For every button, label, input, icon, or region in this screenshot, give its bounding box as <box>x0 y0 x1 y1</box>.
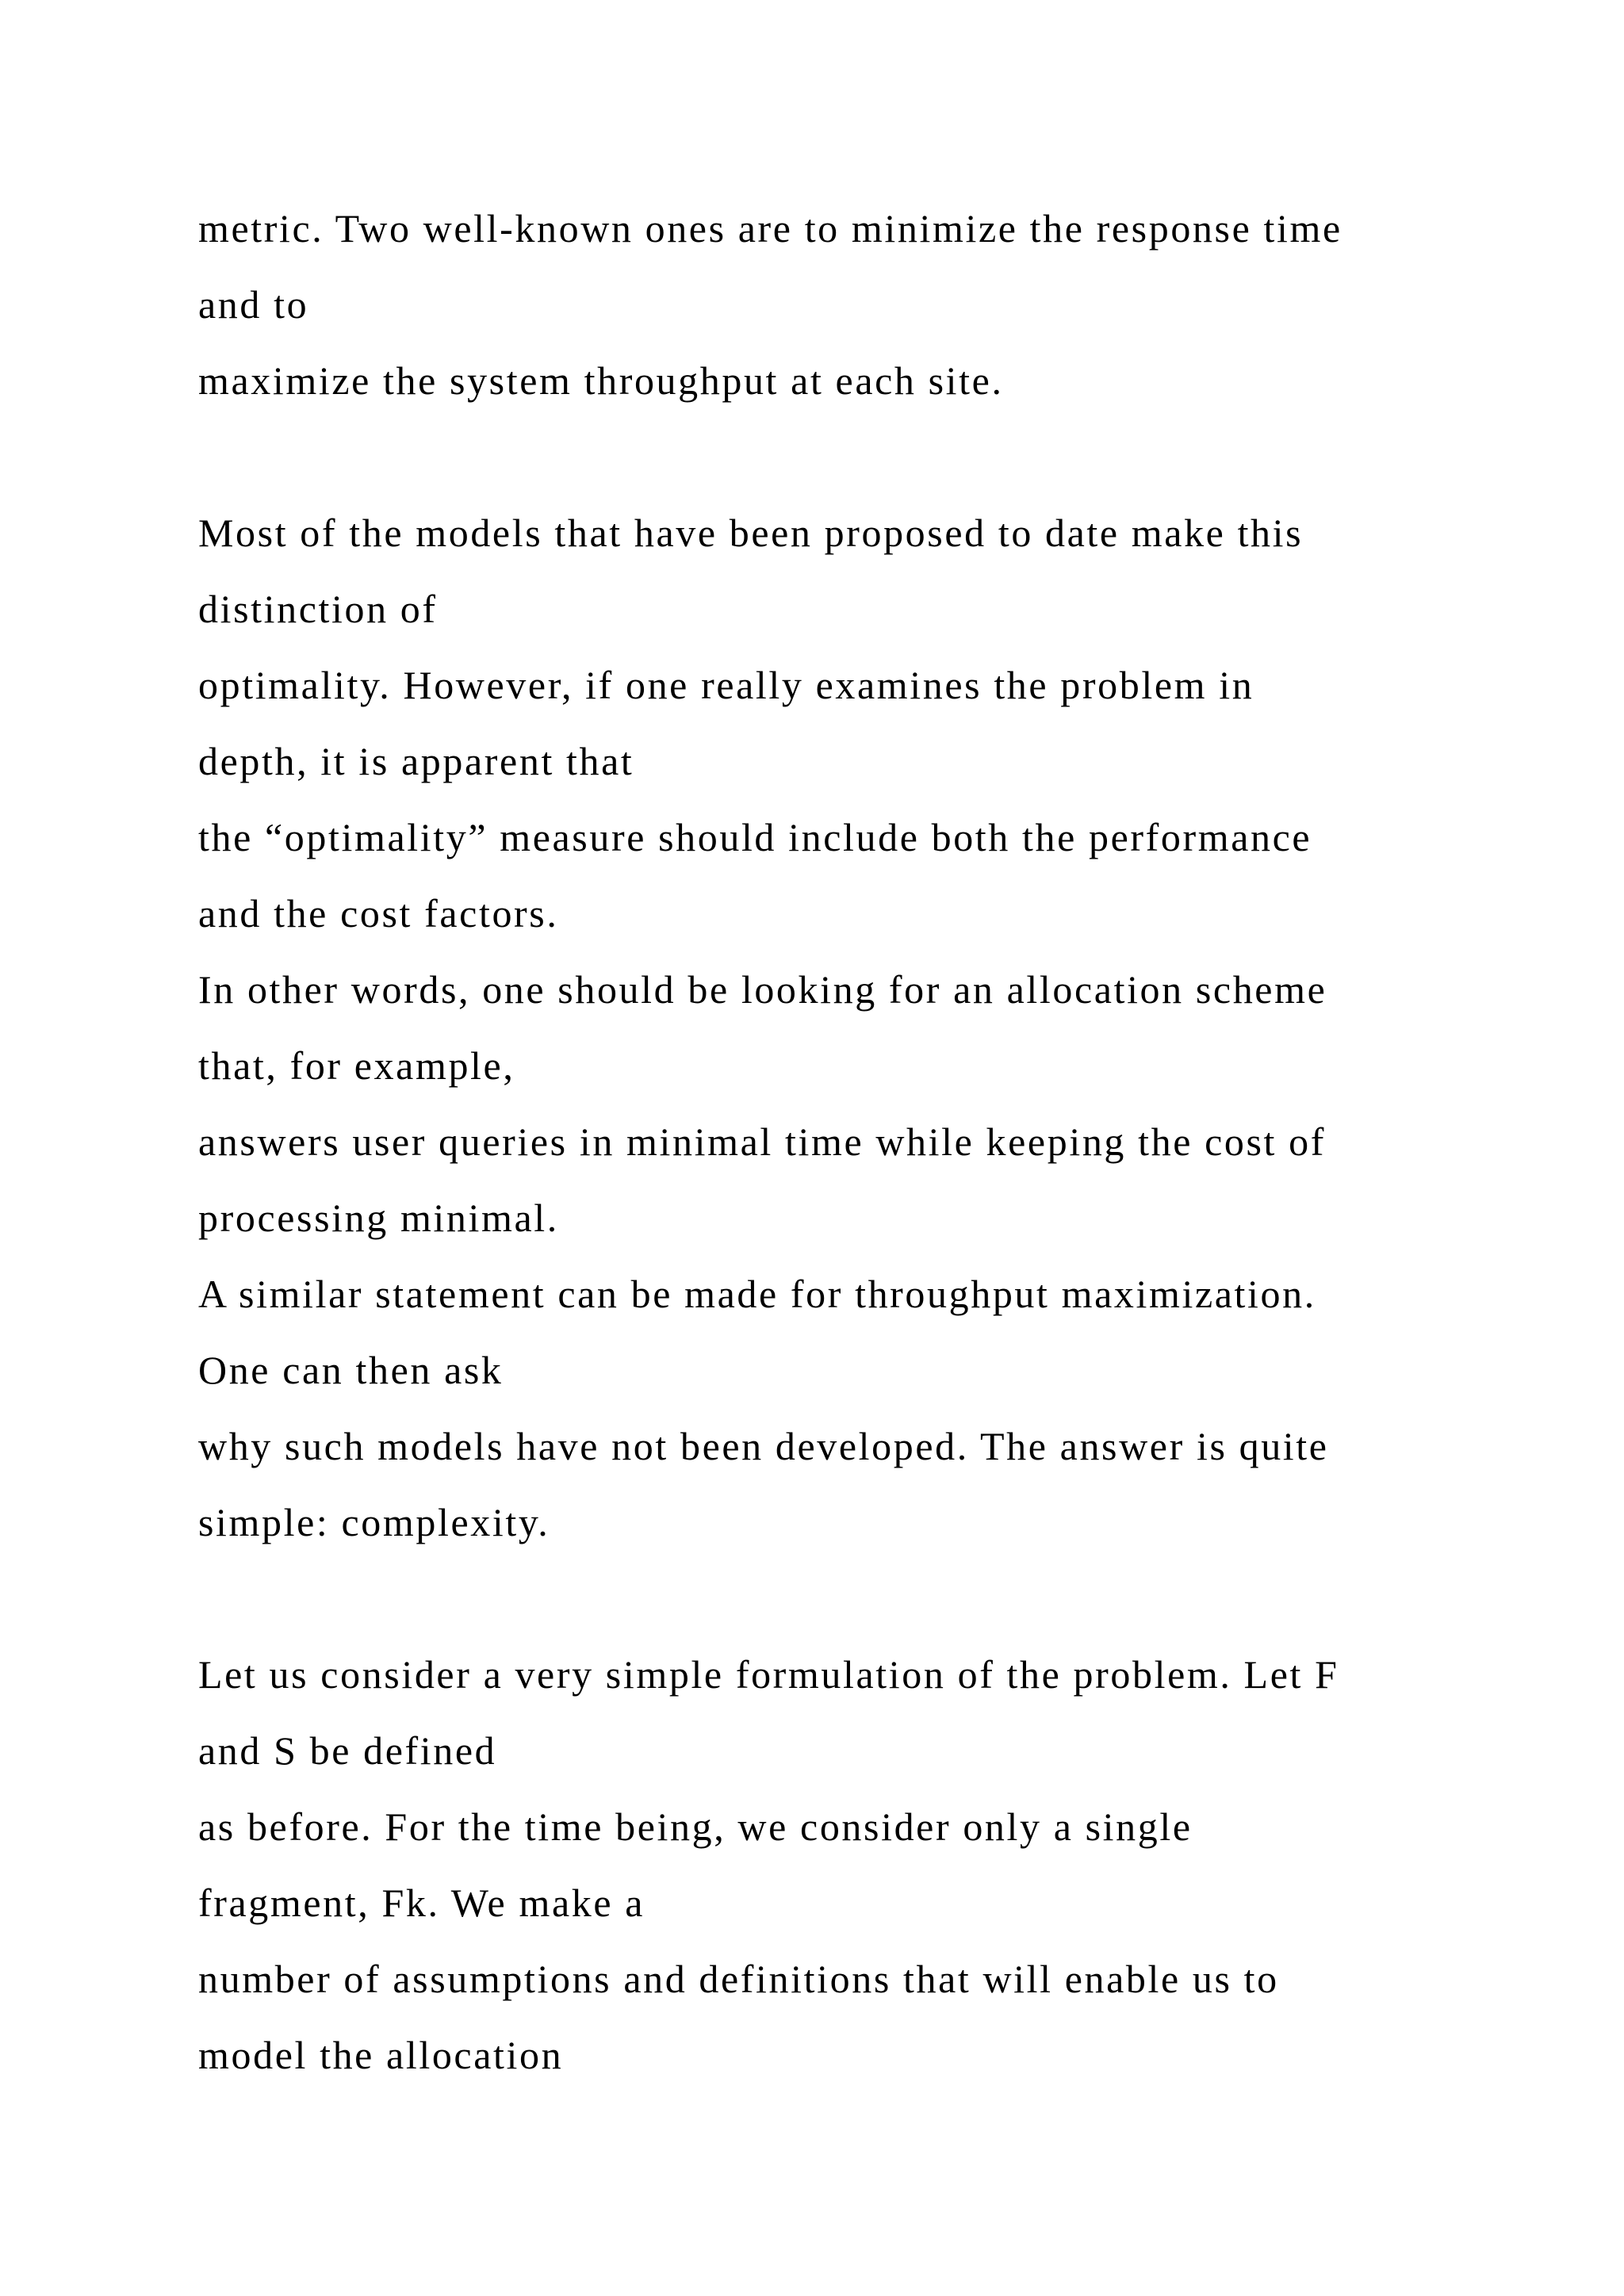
text-line: depth, it is apparent that <box>198 739 634 783</box>
text-line: the “optimality” measure should include both the performance <box>198 815 1312 859</box>
text-line: answers user queries in minimal time while keeping the cost of <box>198 1119 1326 1164</box>
text-line: and to <box>198 282 309 327</box>
text-line: number of assumptions and definitions that will enable us to <box>198 1957 1279 2001</box>
text-line: as before. For the time being, we consider only a single <box>198 1804 1193 1849</box>
text-line: Let us consider a very simple formulation of the problem. Let F <box>198 1652 1339 1697</box>
text-line: fragment, Fk. We make a <box>198 1881 645 1925</box>
text-line: A similar statement can be made for throughput maximization. <box>198 1272 1316 1316</box>
text-line: and the cost factors. <box>198 891 559 936</box>
text-line: metric. Two well-known ones are to minimize the response time <box>198 206 1342 251</box>
text-line: simple: complexity. <box>198 1500 550 1544</box>
text-line: distinction of <box>198 587 438 631</box>
text-line: that, for example, <box>198 1043 515 1088</box>
paragraph-break <box>198 1560 1546 1636</box>
text-line: processing minimal. <box>198 1196 559 1240</box>
text-line: In other words, one should be looking for an allocation scheme <box>198 967 1327 1012</box>
text-line: Most of the models that have been proposed to date make this <box>198 511 1304 555</box>
text-line: and S be defined <box>198 1728 497 1773</box>
text-line: optimality. However, if one really examines the problem in <box>198 663 1254 707</box>
paragraph-break <box>198 419 1546 495</box>
text-line: model the allocation <box>198 2033 564 2077</box>
text-line: One can then ask <box>198 1348 504 1392</box>
text-line: why such models have not been developed. The answer is quite <box>198 1424 1329 1468</box>
body-text <box>198 190 1546 2093</box>
text-line: maximize the system throughput at each site. <box>198 358 1004 403</box>
